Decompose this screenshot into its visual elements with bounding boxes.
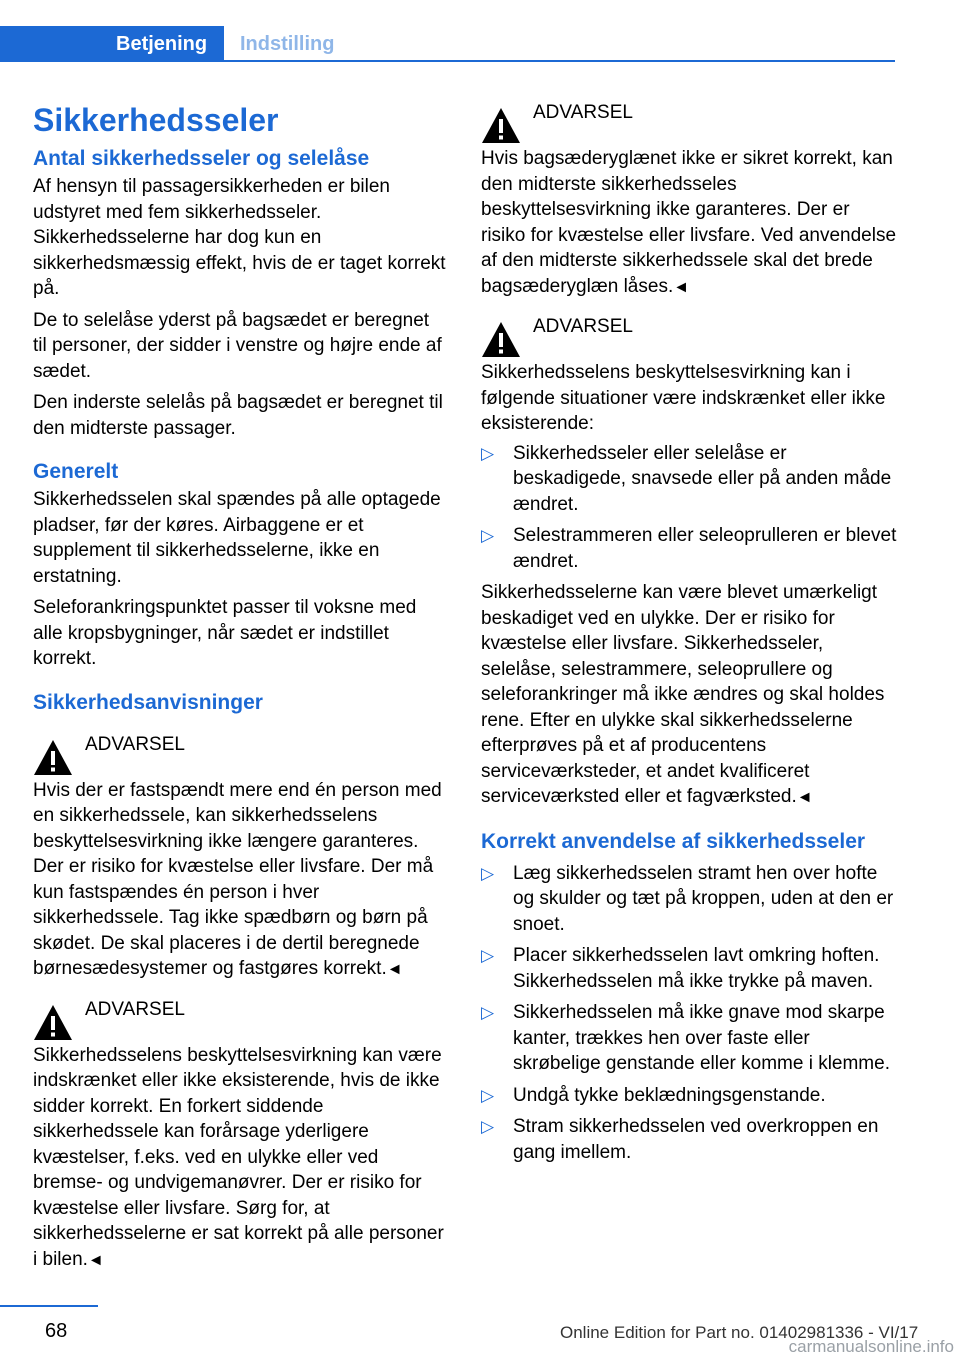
header-divider: [0, 60, 895, 62]
warning-list: [481, 441, 897, 575]
section-heading-antal: Antal sikkerhedsseler og selelåse: [33, 147, 370, 170]
warning-text: Hvis bagsæderyglænet ikke er sikret korrekt, kan den midterste sikkerhedsseles beskyttelsesvirkning ikke garanteres. Der er risiko for kvæstelse eller livsfare. Ved anvendelse af den midterste sikkerhedssele skal det brede bagsæderyglæn låses.: [481, 148, 897, 297]
paragraph: Af hensyn til passagersikkerheden er bilen udstyret med fem sikkerhedsseler. Sikkerhedsselerne har dog kun en sikkerhedsmæssig effekt, hvis de er taget korrekt på.: [33, 176, 446, 299]
section-heading-generelt: Generelt: [33, 460, 119, 483]
triangle-bullet-icon: ▷: [481, 443, 495, 463]
warning-block: [481, 100, 897, 300]
section-heading-sikkerhedsanvisninger: Sikkerhedsanvisninger: [33, 690, 263, 714]
tab-betjening[interactable]: Betjening: [0, 26, 224, 62]
paragraph: Den inderste selelås på bagsædet er beregnet til den midterste passager.: [33, 392, 443, 439]
warning-block: [33, 997, 447, 1274]
list-item: ▷ Stram sikkerhedsselen ved overkroppen en gang imellem.: [481, 1116, 879, 1163]
warning-title: ADVARSEL: [533, 316, 633, 337]
end-mark: ◄: [796, 789, 813, 806]
list-item: ▷ Selestrammeren eller seleoprulleren er blevet ændret.: [481, 525, 897, 572]
tab-indstilling[interactable]: Indstilling: [240, 33, 335, 55]
warning-text: Sikkerhedsselerne kan være blevet umærkeligt beskadiget ved en ulykke. Der er risiko for kvæstelse eller livsfare. Sikkerhedsseler, selelåse, selestrammere, seleoprullere og seleforankringer må ikke ændres og skal holdes rene. Efter en ulykke skal sikkerhedsselerne efterprøves på et af producentens serviceværksteder, et andet kvalificeret serviceværksted eller et fagværksted.: [481, 582, 885, 807]
warning-block: [33, 732, 447, 983]
warning-text: Sikkerhedsselens beskyttelsesvirkning kan være indskrænket eller ikke eksisterende, hvis de ikke sidder korrekt. En forkert siddende sikkerhedssele kan forårsage yderligere kvæstelser, f.eks. ved en ulykke eller ved bremse- og undvigemanøvrer. Der er risiko for kvæstelse eller livsfare. Sørg for, at sikkerhedsselerne er sat korrekt på alle personer i bilen.: [33, 1044, 444, 1270]
list-item: ▷ Sikkerhedsseler eller selelåse er beskadigede, snavsede eller på anden måde ændret.: [481, 442, 892, 515]
end-mark: ◄: [87, 1251, 104, 1269]
warning-triangle-icon: [481, 106, 521, 146]
warning-title: ADVARSEL: [85, 998, 185, 1020]
triangle-bullet-icon: ▷: [481, 1117, 495, 1136]
header-bar: [0, 0, 960, 62]
right-column: [481, 100, 897, 1171]
list-item: ▷ Sikkerhedsselen må ikke gnave mod skarpe kanter, trækkes hen over faste eller skrøbelige genstande eller komme i klemme.: [481, 1002, 890, 1074]
warning-text: Sikkerhedsselens beskyttelsesvirkning kan i følgende situationer være indskrænket eller ikke eksisterende:: [481, 362, 886, 434]
end-mark: ◄: [673, 278, 690, 296]
warning-triangle-icon: [33, 738, 73, 778]
left-column: [33, 100, 447, 1283]
paragraph: De to selelåse yderst på bagsædet er beregnet til personer, der sidder i venstre og højre ende af sædet.: [33, 309, 442, 382]
instruction-list: [481, 861, 897, 1166]
paragraph: Seleforankringspunktet passer til voksne med alle kropsbygninger, når sædet er indstillet korrekt.: [33, 597, 417, 669]
triangle-bullet-icon: ▷: [481, 1003, 495, 1022]
footer-divider: [0, 1305, 98, 1307]
page-number: 68: [45, 1320, 68, 1342]
page-title: Sikkerhedsseler: [33, 102, 279, 138]
end-mark: ◄: [386, 961, 403, 978]
warning-triangle-icon: [33, 1003, 73, 1043]
triangle-bullet-icon: ▷: [481, 863, 495, 883]
section-heading-korrekt-anvendelse: Korrekt anvendelse af sikkerhedsseler: [481, 829, 866, 853]
edition-text: Online Edition for Part no. 01402981336 - VI/17: [560, 1323, 919, 1342]
watermark: carmanualsonline.info: [788, 1337, 954, 1356]
list-item: ▷ Placer sikkerhedsselen lavt omkring hoften. Sikkerhedsselen må ikke trykke på maven.: [481, 945, 880, 992]
warning-block: [481, 314, 897, 811]
warning-triangle-icon: [481, 320, 521, 360]
paragraph: Sikkerhedsselen skal spændes på alle optagede pladser, før der køres. Airbaggene er et supplement til sikkerhedsselerne, ikke en erstatning.: [33, 489, 441, 587]
warning-title: ADVARSEL: [85, 733, 185, 755]
list-item: ▷ Læg sikkerhedsselen stramt hen over hofte og skulder og tæt på kroppen, uden at den er snoet.: [481, 862, 894, 935]
triangle-bullet-icon: ▷: [481, 526, 495, 545]
triangle-bullet-icon: ▷: [481, 946, 495, 965]
warning-text: Hvis der er fastspændt mere end én person med en sikkerhedssele, kan sikkerhedsselens beskyttelsesvirkning ikke længere garanteres. Der er risiko for kvæstelse eller livsfare. Der må kun fastspændes én person i hver sikkerhedssele. Tag ikke spædbørn og børn på skødet. De skal placeres i de dertil beregnede børnesædesystemer og fastgøres korrekt.: [33, 779, 442, 979]
list-item: ▷ Undgå tykke beklædningsgenstande.: [481, 1083, 897, 1109]
warning-title: ADVARSEL: [533, 102, 633, 123]
triangle-bullet-icon: ▷: [481, 1085, 495, 1105]
